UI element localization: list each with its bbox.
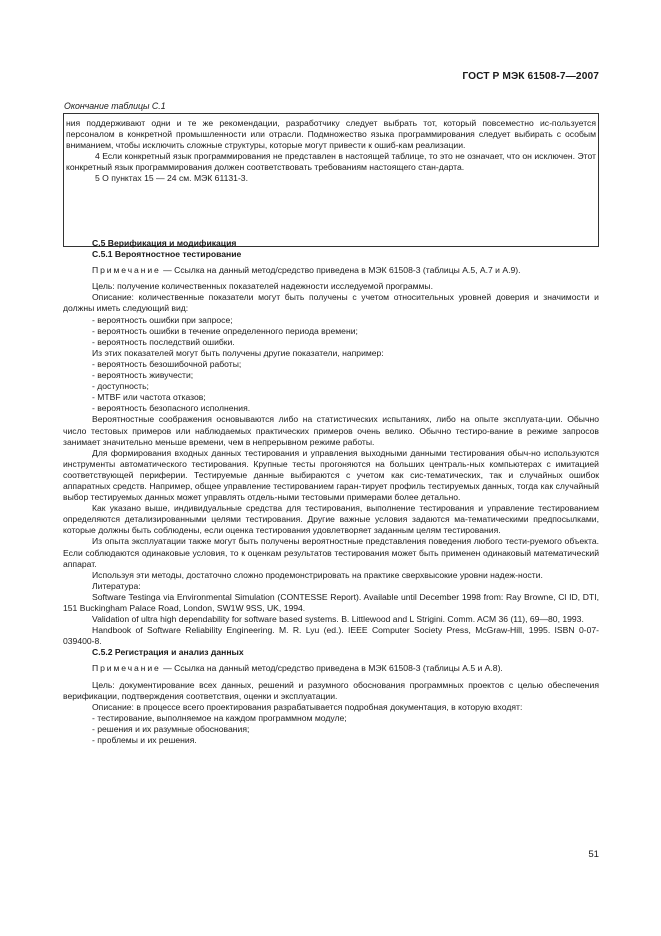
reference-item: Validation of ultra high dependability for software based systems. B. Littlewood and L Strigini. Comm. ACM 36 (11), 69—80, 1993. (92, 614, 584, 625)
note-text: — Ссылка на данный метод/средство приведена в МЭК 61508-3 (таблицы А.5 и А.8). (160, 663, 503, 674)
table-notes (66, 118, 596, 185)
table-note-continued: ния поддерживают одни и те же рекомендации, разработчику следует выбрать тот, который повсеместно ис-пользуется персоналом в конкретной промышленности или отрасли. Подмножество языка программирования следует выбирать с особым вниманием, чтобы исключить сложные структуры, которые могут привести к ошиб-кам реализации. (66, 118, 596, 151)
list-item: - вероятность последствий ошибки. (92, 336, 235, 347)
reference-item: Handbook of Software Reliability Engineering. M. R. Lyu (ed.). IEEE Computer Society Press, McGraw-Hill, 1995. ISBN 0-07-039400-8. (63, 625, 599, 647)
note-c51 (63, 265, 599, 276)
paragraph: Вероятностные соображения основываются либо на статистических испытаниях, либо на опыте эксплуата-ции. Обычно число тестовых примеров или наблюдаемых практических примеров очень велико. Обычно тестиро-вание в режиме запросов занимает значительно меньше времени, чем в непрерывном режиме работы. (63, 414, 599, 447)
table-c1-end-box (63, 113, 599, 246)
list-item: - тестирование, выполняемое на каждом программном модуле; (92, 712, 347, 723)
paragraph: Используя эти методы, достаточно сложно продемонстрировать на практике сверхвысокие уровни надеж-ности. (92, 569, 543, 580)
list-item: - решения и их разумные обоснования; (92, 723, 250, 734)
main-text (63, 238, 599, 746)
note-label: Примечание (92, 265, 161, 276)
reference-item: Software Testinga via Environmental Simulation (CONTESSE Report). Available until December 1998 from: Ray Browne, Cl ID, DTI, 151 Buckingham Palace Road, London, SW1W 9SS, UK, 1994. (63, 591, 599, 613)
description-c51: Описание: количественные показатели могут быть получены с учетом относительных уровней доверия и значимости и должны иметь следующий вид: (63, 292, 599, 314)
note-label: Примечание (92, 663, 161, 674)
paragraph: Из опыта эксплуатации также могут быть получены вероятностные представления поведения любого тести-руемого объекта. Если соблюдаются одинаковые условия, то к оценкам результатов тестирования может быть применен одинаковый математический аппарат. (63, 536, 599, 569)
note-text: — Ссылка на данный метод/средство приведена в МЭК 61508-3 (таблицы А.5, А.7 и А.9). (160, 265, 521, 276)
list-item: - вероятность безопасного исполнения. (92, 403, 251, 414)
list-item: - MTBF или частота отказов; (92, 392, 206, 403)
description-c52: Описание: в процессе всего проектирования разрабатывается подробная документация, в которую входят: (92, 701, 523, 712)
section-c52-title: С.5.2 Регистрация и анализ данных (92, 647, 244, 658)
list-item: - вероятность безошибочной работы; (92, 358, 242, 369)
goal-c51: Цель: получение количественных показателей надежности исследуемой программы. (92, 281, 433, 292)
list-item: - вероятность живучести; (92, 370, 194, 381)
literature-label: Литература: (92, 580, 141, 591)
list-item: - доступность; (92, 381, 149, 392)
section-c5-title: С.5 Верификация и модификация (92, 238, 237, 248)
document-code-header: ГОСТ Р МЭК 61508-7—2007 (462, 71, 599, 82)
list-item: - проблемы и их решения. (92, 735, 197, 746)
table-continuation-caption: Окончание таблицы С.1 (64, 101, 166, 111)
goal-c52: Цель: документирование всех данных, решений и разумного обоснования программных проектов с целью обеспечения верификации, подтверждения соответствия, оценки и эксплуатации. (63, 679, 599, 701)
paragraph: Для формирования входных данных тестирования и управления выходными данными тестирования обыч-но используются инструменты автоматического тестирования. Крупные тесты прогоняются на больших централь-ных компьютерах с имитацией соответствующей периферии. Тестируемые данные выбираются с учетом как сис-тематических, так и случайных ошибок аппаратных средств. Например, общее управление тестированием гаран-тирует профиль тестируемых данных, тогда как случайный выбор тестируемых данных может управлять отдель-ными тестовыми примерами более детально. (63, 447, 599, 503)
list-item: - вероятность ошибки при запросе; (92, 314, 233, 325)
list-item: - вероятность ошибки в течение определенного периода времени; (92, 325, 358, 336)
page-number: 51 (588, 849, 599, 860)
table-note-4: 4 Если конкретный язык программирования не представлен в настоящей таблице, то это не означает, что он исключен. Этот конкретный язык программирования должен соответствовать требованиям настоящего стан-дарта. (66, 151, 596, 173)
table-note-5: 5 О пунктах 15 — 24 см. МЭК 61131-3. (95, 173, 248, 184)
section-c51-title: С.5.1 Вероятностное тестирование (92, 249, 242, 260)
note-c52 (63, 663, 599, 674)
list2-intro: Из этих показателей могут быть получены другие показатели, например: (92, 347, 384, 358)
paragraph: Как указано выше, индивидуальные средства для тестирования, выполнение тестирования и управление тестированием определяются детализированными целями тестирования. Другие важные условия задаются ма-тематическими предпосылками, которые должны быть соблюдены, если оценка тестирования удовлетворяет заданным целям тестирования. (63, 503, 599, 536)
